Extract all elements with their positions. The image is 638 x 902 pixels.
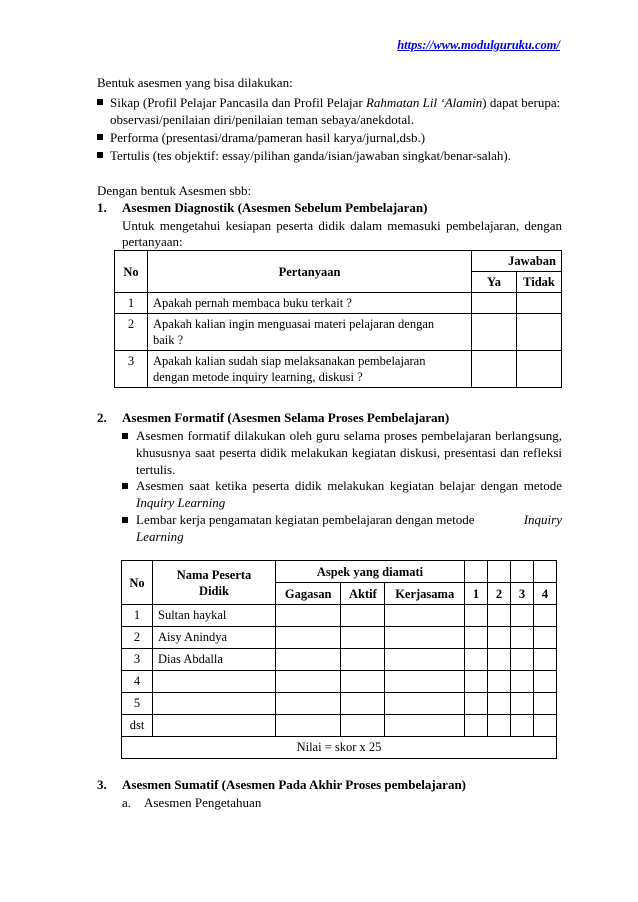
section3-title: Asesmen Sumatif (Asesmen Pada Akhir Proses pembelajaran) [122, 777, 467, 792]
row-name: Sultan haykal [153, 605, 276, 627]
score-cell[interactable] [488, 671, 511, 693]
answer-tidak-cell[interactable] [517, 314, 562, 351]
table-row [122, 627, 557, 649]
section3-sub-letter: a. [122, 795, 132, 810]
bullet-icon [122, 433, 128, 439]
score-cell[interactable] [385, 627, 465, 649]
section2-bullet-3: Lembar kerja pengamatan kegiatan pembelajaran dengan metode Inquiry Learning [122, 511, 562, 545]
table-row [122, 605, 557, 627]
answer-ya-cell[interactable] [472, 351, 517, 388]
col-header-kerjasama: Kerjasama [385, 583, 465, 605]
answer-tidak-cell[interactable] [517, 351, 562, 388]
row-question: Apakah kalian ingin menguasai materi pelajaran dengan baik ? [148, 314, 472, 351]
score-cell[interactable] [534, 715, 557, 737]
table-row [115, 351, 562, 388]
score-cell[interactable] [511, 605, 534, 627]
score-cell[interactable] [341, 715, 385, 737]
score-cell[interactable] [511, 627, 534, 649]
col-header-score-2: 2 [488, 583, 511, 605]
formative-table [121, 560, 557, 759]
score-cell[interactable] [341, 627, 385, 649]
section1-desc: Untuk mengetahui kesiapan peserta didik dalam memasuki pembelajaran, dengan [122, 218, 562, 233]
score-cell[interactable] [511, 715, 534, 737]
row-no: dst [122, 715, 153, 737]
score-cell[interactable] [511, 693, 534, 715]
col-header-pertanyaan: Pertanyaan [148, 251, 472, 293]
score-cell[interactable] [534, 693, 557, 715]
score-cell[interactable] [341, 649, 385, 671]
section2-number: 2. [97, 410, 107, 425]
score-cell[interactable] [465, 715, 488, 737]
row-no: 1 [115, 293, 148, 314]
section1-title: Asesmen Diagnostik (Asesmen Sebelum Pembelajaran) [122, 200, 428, 215]
score-cell[interactable] [385, 671, 465, 693]
score-cell[interactable] [488, 649, 511, 671]
col-header-score-4: 4 [534, 583, 557, 605]
col-header-blank [465, 561, 488, 583]
col-header-jawaban: Jawaban [472, 251, 562, 272]
intro-bullet-3: Tertulis (tes objektif: essay/pilihan ganda/isian/jawaban singkat/benar-salah). [97, 147, 511, 164]
col-header-ya: Ya [472, 272, 517, 293]
score-cell[interactable] [341, 693, 385, 715]
row-no: 2 [122, 627, 153, 649]
score-cell[interactable] [385, 649, 465, 671]
score-cell[interactable] [465, 627, 488, 649]
score-cell[interactable] [276, 693, 341, 715]
row-name: Dias Abdalla [153, 649, 276, 671]
table-row [115, 293, 562, 314]
section1-number: 1. [97, 200, 107, 215]
score-cell[interactable] [534, 649, 557, 671]
answer-ya-cell[interactable] [472, 293, 517, 314]
diagnostic-table [114, 250, 562, 388]
score-cell[interactable] [465, 605, 488, 627]
table-row [122, 671, 557, 693]
score-cell[interactable] [534, 627, 557, 649]
row-no: 3 [115, 351, 148, 388]
score-cell[interactable] [465, 671, 488, 693]
score-cell[interactable] [276, 715, 341, 737]
score-cell[interactable] [276, 605, 341, 627]
section3-number: 3. [97, 777, 107, 792]
col-header-blank [511, 561, 534, 583]
row-question: Apakah kalian sudah siap melaksanakan pembelajaran dengan metode inquiry learning, diskusi ? [148, 351, 472, 388]
score-cell[interactable] [385, 605, 465, 627]
row-name [153, 671, 276, 693]
table-row [115, 314, 562, 351]
section2-bullet-2: Asesmen saat ketika peserta didik melakukan kegiatan belajar dengan metode Inquiry Learning [122, 477, 562, 511]
bullet-icon [97, 134, 103, 140]
col-header-aktif: Aktif [341, 583, 385, 605]
row-question: Apakah pernah membaca buku terkait ? [148, 293, 472, 314]
score-cell[interactable] [511, 671, 534, 693]
answer-tidak-cell[interactable] [517, 293, 562, 314]
col-header-no: No [115, 251, 148, 293]
col-header-aspek: Aspek yang diamati [276, 561, 465, 583]
col-header-tidak: Tidak [517, 272, 562, 293]
score-cell[interactable] [488, 693, 511, 715]
intro-bullet-1: Sikap (Profil Pelajar Pancasila dan Profil Pelajar Rahmatan Lil ‘Alamin) dapat berupa: [97, 94, 562, 111]
score-cell[interactable] [465, 693, 488, 715]
row-no: 1 [122, 605, 153, 627]
bullet-icon [97, 99, 103, 105]
score-cell[interactable] [385, 715, 465, 737]
intro-bullet-2: Performa (presentasi/drama/pameran hasil karya/jurnal,dsb.) [97, 129, 425, 146]
col-header-blank [534, 561, 557, 583]
col-header-blank [488, 561, 511, 583]
score-cell[interactable] [341, 671, 385, 693]
section2-title: Asesmen Formatif (Asesmen Selama Proses Pembelajaran) [122, 410, 450, 425]
col-header-nama: Nama Peserta Didik [153, 561, 276, 605]
table-row [122, 715, 557, 737]
score-cell[interactable] [276, 671, 341, 693]
score-cell[interactable] [534, 605, 557, 627]
table-footer-formula: Nilai = skor x 25 [122, 737, 557, 759]
intro-lead: Dengan bentuk Asesmen sbb: [97, 183, 252, 198]
bullet-icon [122, 483, 128, 489]
score-cell[interactable] [276, 627, 341, 649]
header-url-link[interactable]: https://www.modulguruku.com/ [397, 38, 560, 52]
score-cell[interactable] [534, 671, 557, 693]
row-name [153, 715, 276, 737]
score-cell[interactable] [488, 605, 511, 627]
row-no: 4 [122, 671, 153, 693]
row-no: 3 [122, 649, 153, 671]
score-cell[interactable] [385, 693, 465, 715]
section2-bullet-1: Asesmen formatif dilakukan oleh guru selama proses pembelajaran berlangsung, khususnya saat peserta didik melakukan kegiatan diskusi, presentasi dan refleksi tertulis. [122, 427, 562, 478]
table-row [122, 693, 557, 715]
table-row [122, 649, 557, 671]
answer-ya-cell[interactable] [472, 314, 517, 351]
score-cell[interactable] [488, 627, 511, 649]
bullet-icon [122, 517, 128, 523]
col-header-score-3: 3 [511, 583, 534, 605]
intro-title: Bentuk asesmen yang bisa dilakukan: [97, 75, 293, 90]
row-name [153, 693, 276, 715]
intro-bullet-1-line2: observasi/penilaian diri/penilaian teman sebaya/anekdotal. [110, 112, 414, 127]
row-no: 2 [115, 314, 148, 351]
score-cell[interactable] [276, 649, 341, 671]
score-cell[interactable] [488, 715, 511, 737]
col-header-gagasan: Gagasan [276, 583, 341, 605]
row-name: Aisy Anindya [153, 627, 276, 649]
bullet-icon [97, 152, 103, 158]
row-no: 5 [122, 693, 153, 715]
score-cell[interactable] [511, 649, 534, 671]
score-cell[interactable] [341, 605, 385, 627]
section3-sub: Asesmen Pengetahuan [144, 795, 262, 810]
section1-desc-2: pertanyaan: [122, 234, 183, 249]
score-cell[interactable] [465, 649, 488, 671]
col-header-no: No [122, 561, 153, 605]
col-header-score-1: 1 [465, 583, 488, 605]
